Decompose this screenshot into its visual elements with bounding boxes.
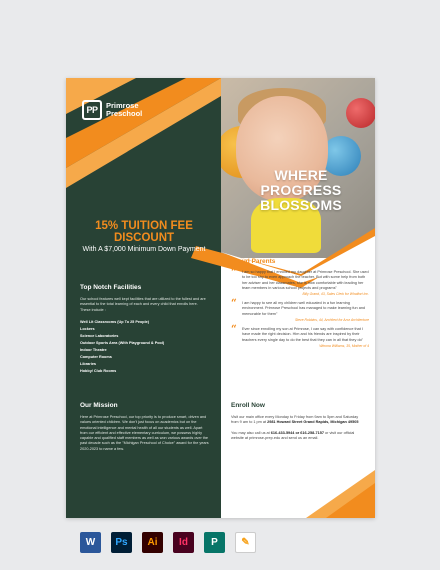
indesign-icon[interactable]: Id	[173, 532, 194, 553]
school-logo	[82, 100, 142, 120]
testimonial-author: Billy Grand, 43, Sales Clerk for Whatfort Inc.	[302, 292, 369, 297]
facility-item: Hobby/ Club Rooms	[80, 368, 117, 373]
enroll-phone: 616-433-5944 or 616-258-7157	[270, 430, 324, 435]
facility-item: Lockers	[80, 326, 95, 331]
pages-icon[interactable]: ✎	[235, 532, 256, 553]
facility-item: Outdoor Sports Area (With Playground & Pool)	[80, 340, 165, 345]
illustrator-icon[interactable]: Ai	[142, 532, 163, 553]
logo-name-line2: Preschool	[106, 109, 143, 118]
hero-title: WHERE PROGRESS BLOSSOMS	[260, 167, 342, 213]
logo-name-line1: Primrose	[106, 101, 139, 110]
facilities-section	[80, 284, 208, 375]
mission-title: Our Mission	[80, 402, 118, 409]
quote-icon: “	[231, 298, 237, 310]
testimonial-author: Steve Robbins, 44, Architect for Arcz Architecture	[294, 318, 369, 323]
publisher-icon[interactable]: P	[204, 532, 225, 553]
facility-item: Indoor Theatre	[80, 347, 107, 352]
enroll-website-text: or visit our official website at primrose-prep.edu and send us an email.	[231, 430, 355, 440]
facility-item: Science Laboratories	[80, 333, 119, 338]
facility-list	[80, 319, 208, 375]
flyer	[66, 78, 375, 518]
facilities-intro: Our school features well kept facilities that are utilized to the fullest and are essential to the total learning of each and every child that enrolls here. These include :	[80, 297, 206, 312]
testimonial-text: I am so happy that I enrolled my daughter at Primrose Preschool. She used to be too shy to even approach the teacher. But with some help from both her adviser and her classmates, she is now comfortable with leading her team members in various school projects and programs"	[242, 270, 369, 290]
testimonial	[231, 324, 369, 348]
testimonial	[231, 298, 369, 323]
photoshop-icon[interactable]: Ps	[111, 532, 132, 553]
word-icon[interactable]: W	[80, 532, 101, 553]
enroll-address-intro: Visit our main office every Monday to Friday from 9am to 5pm and Saturday from 9 am to 1 pm at	[231, 415, 359, 425]
enroll-address: 2981 Howard Street Grand Rapids, Michigan 49505	[267, 420, 359, 425]
facility-item: Computer Rooms	[80, 354, 112, 359]
discount-block	[74, 220, 214, 255]
logo-icon: PP	[82, 100, 102, 120]
app-icon-row	[80, 532, 256, 553]
testimonial	[231, 267, 369, 297]
testimonial-author: Winona Williams, 35, Mother of 4	[319, 343, 369, 348]
facilities-title: Top Notch Facilities	[80, 284, 142, 291]
mission-text: Here at Primrose Preschool, our top priority is to produce smart, driven and values oriented children. We don't just focus on academics but on the emotional intelligence and mental health of all our students as well. Apart from our efficient and effective elementary curriculum, we possess highly capable and qualified staff members as well as won various awards over the past decade such as the "Michigan Preschool of Choice" award for the years 2020-2023 to name a few.	[80, 415, 209, 451]
logo-name	[106, 102, 142, 118]
proud-parents-title: Proud Parents	[231, 258, 276, 265]
enroll-title: Enroll Now	[231, 402, 265, 409]
proud-parents-section	[231, 258, 369, 353]
mission-section	[80, 402, 210, 452]
facility-item: Well Lit Classrooms (Up To 25 People)	[80, 319, 150, 324]
enroll-address-text	[231, 415, 361, 426]
testimonial-text: Ever since enrolling my son at Primrose, I can say with confidence that I have made the right decision. Him and his friends are inspired by their teachers every single day to do the best that they can in all that they do"	[242, 327, 364, 342]
enroll-contact-text	[231, 431, 361, 442]
discount-title: 15% TUITION FEE DISCOUNT	[95, 220, 193, 244]
discount-subtitle: With A $7,000 Minimum Down Payment	[82, 246, 206, 253]
facility-item: Libraries	[80, 361, 97, 366]
enroll-section	[231, 402, 361, 446]
quote-icon: “	[231, 324, 237, 336]
enroll-contact-intro: You may also call us at	[231, 430, 271, 435]
quote-icon: “	[231, 267, 237, 278]
testimonial-text: I am happy to see all my children well educated in a fun learning environment. Primrose Preschool has managed to make learning fun and memorable for them"	[242, 301, 366, 316]
